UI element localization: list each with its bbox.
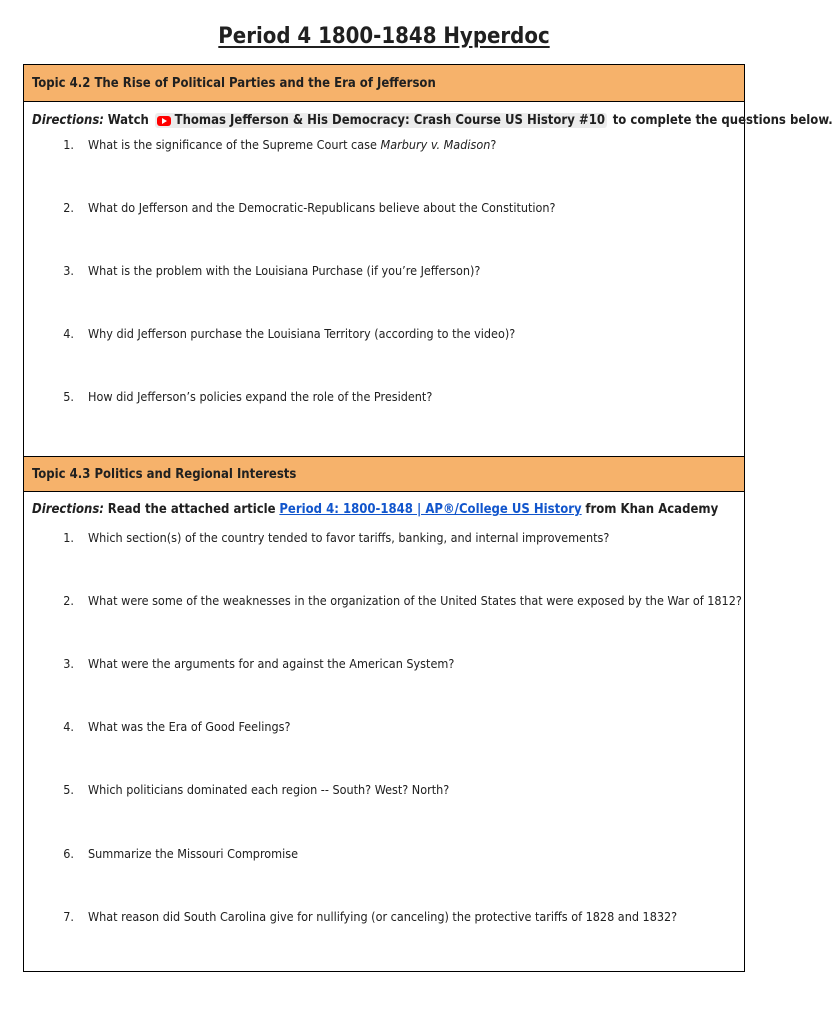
page-title: Period 4 1800-1848 Hyperdoc <box>218 24 550 49</box>
question-4-3-5: 5. Which politicians dominated each region -- South? West? North? <box>63 782 450 797</box>
question-4-2-3: 3. What is the problem with the Louisiana Purchase (if you’re Jefferson)? <box>63 263 481 278</box>
question-4-3-1: 1. Which section(s) of the country tended to favor tariffs, banking, and internal improvements? <box>63 530 610 545</box>
video-chip[interactable] <box>155 113 607 128</box>
question-4-3-3: 3. What were the arguments for and against the American System? <box>63 656 455 671</box>
question-4-2-5: 5. How did Jefferson’s policies expand the role of the President? <box>63 389 433 404</box>
directions-4-2: Directions: Watch Thomas Jefferson & His Democracy: Crash Course US History #10 to complete the questions below. <box>32 113 833 128</box>
youtube-icon <box>157 116 171 126</box>
question-4-3-6: 6. Summarize the Missouri Compromise <box>63 846 299 861</box>
question-4-3-2: 2. What were some of the weaknesses in the organization of the United States that were exposed by the War of 1812? <box>63 593 742 608</box>
hyperdoc-table <box>23 64 833 972</box>
directions-4-3: Directions: Read the attached article Period 4: 1800-1848 | AP®/College US History from Khan Academy <box>32 502 719 517</box>
question-4-3-7: 7. What reason did South Carolina give for nullifying (or canceling) the protective tariffs of 1828 and 1832? <box>63 909 678 924</box>
section-header-4-2: Topic 4.2 The Rise of Political Parties and the Era of Jefferson <box>24 65 744 102</box>
question-4-2-4: 4. Why did Jefferson purchase the Louisiana Territory (according to the video)? <box>63 326 516 341</box>
directions-label: Directions: <box>32 113 104 128</box>
section-header-4-3: Topic 4.3 Politics and Regional Interests <box>24 456 744 492</box>
video-title[interactable]: Thomas Jefferson & His Democracy: Crash Course US History #10 <box>174 113 605 128</box>
question-4-3-4: 4. What was the Era of Good Feelings? <box>63 719 291 734</box>
question-4-2-2: 2. What do Jefferson and the Democratic-Republicans believe about the Constitution? <box>63 200 556 215</box>
khan-article-link[interactable]: Period 4: 1800-1848 | AP®/College US History <box>279 502 582 517</box>
question-4-2-1: 1. What is the significance of the Supreme Court case Marbury v. Madison? <box>63 137 497 152</box>
directions-label: Directions: <box>32 502 104 517</box>
